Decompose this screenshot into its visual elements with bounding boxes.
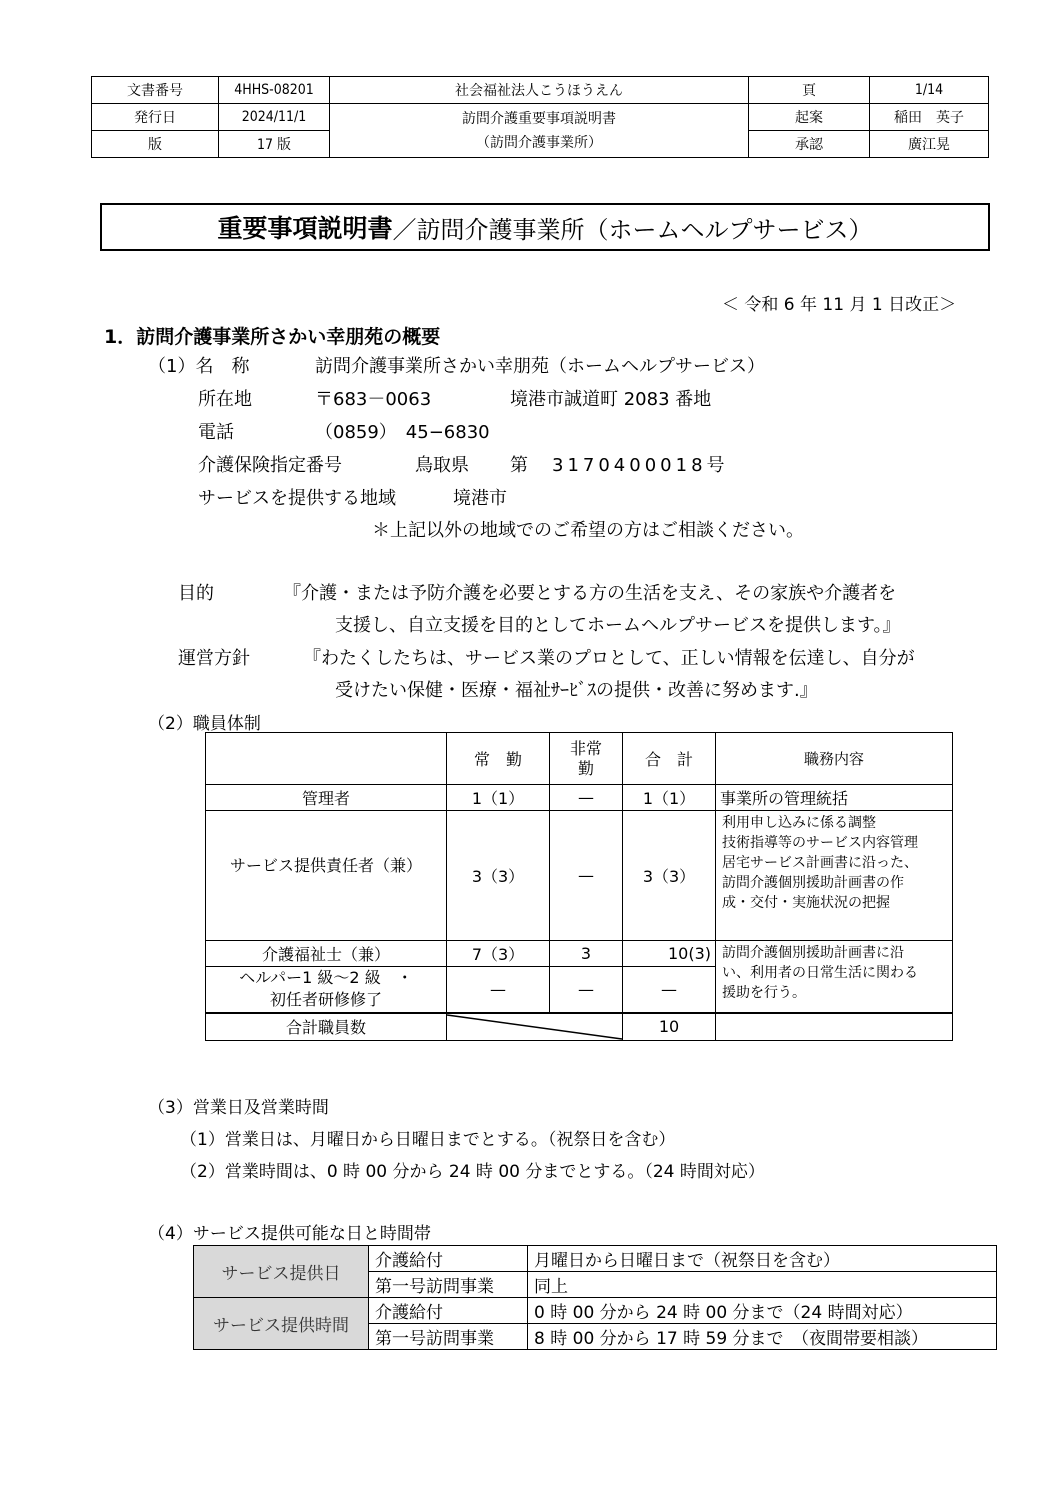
benefit-value: 8 時 00 分から 17 時 59 分まで （夜間帯要相談） xyxy=(528,1324,997,1350)
parttime: — xyxy=(550,967,623,1013)
page-title xyxy=(100,203,990,251)
draft-name: 稲田 英子 xyxy=(870,104,989,131)
fulltime: 3（3） xyxy=(447,811,550,941)
total-label: 合計職員数 xyxy=(206,1013,447,1041)
fulltime: 1（1） xyxy=(447,785,550,811)
availability-heading: （4）サービス提供可能な日と時間帯 xyxy=(148,1224,431,1244)
doc-title-2: （訪問介護事業所） xyxy=(476,134,602,151)
area: 境港市 xyxy=(453,488,507,509)
document-header-table xyxy=(91,76,989,158)
purpose-line-2: 支援し、自立支援を目的としてホームヘルプサービスを提供します。』 xyxy=(335,615,901,636)
benefit-type: 介護給付 xyxy=(369,1246,528,1272)
hours-line-1: （1）営業日は、月曜日から日曜日までとする。（祝祭日を含む） xyxy=(180,1130,676,1150)
total-count: 10 xyxy=(623,1013,716,1041)
col-fulltime: 常 勤 xyxy=(447,733,550,785)
availability-table xyxy=(193,1245,997,1350)
address: 境港市誠道町 2083 番地 xyxy=(510,389,712,410)
benefit-type: 介護給付 xyxy=(369,1298,528,1324)
benefit-type: 第一号訪問事業 xyxy=(369,1324,528,1350)
diagonal-cell xyxy=(447,1013,623,1041)
duty-line: 技術指導等のサービス内容管理 xyxy=(722,835,918,851)
insurance-number: 3170400018号 xyxy=(552,455,729,476)
hours-heading: （3）営業日及営業時間 xyxy=(148,1098,329,1118)
duty-line: い、利用者の日常生活に関わる xyxy=(722,965,918,981)
benefit-value: 月曜日から日曜日まで（祝祭日を含む） xyxy=(528,1246,997,1272)
parttime: — xyxy=(550,785,623,811)
staff-table xyxy=(205,732,953,1041)
fulltime: — xyxy=(447,967,550,1013)
benefit-type: 第一号訪問事業 xyxy=(369,1272,528,1298)
postal-code: 〒683－0063 xyxy=(315,389,432,410)
policy-line-1: 『わたくしたちは、サービス業のプロとして、正しい情報を伝達し、自分が xyxy=(303,648,915,669)
empty-cell xyxy=(716,1013,953,1041)
duty-line: 訪問介護個別援助計画書に沿 xyxy=(722,945,904,961)
doc-no-label: 文書番号 xyxy=(92,77,219,104)
total: 10(3) xyxy=(623,941,716,967)
name-label: （1）名 称 xyxy=(148,356,250,377)
role: 介護福祉士（兼） xyxy=(206,941,447,967)
area-label: サービスを提供する地域 xyxy=(198,488,396,509)
duty-line: 居宅サービス計画書に沿った、 xyxy=(722,855,918,871)
role xyxy=(206,967,447,1013)
insurance-pref: 鳥取県 xyxy=(415,455,469,476)
phone-label: 電話 xyxy=(198,422,234,443)
address-label: 所在地 xyxy=(198,389,252,410)
doc-no: 4HHS-08201 xyxy=(219,77,330,104)
purpose-label: 目的 xyxy=(178,583,214,604)
purpose-line-1: 『介護・または予防介護を必要とする方の生活を支え、その家族や介護者を xyxy=(283,583,897,604)
issue-date: 2024/11/1 xyxy=(219,104,330,131)
table-row xyxy=(194,1298,997,1324)
phone-number: （0859） 45−6830 xyxy=(315,422,490,443)
col-blank xyxy=(206,733,447,785)
parttime: — xyxy=(550,811,623,941)
benefit-value: 0 時 00 分から 24 時 00 分まで（24 時間対応） xyxy=(528,1298,997,1324)
facility-name: 訪問介護事業所さかい幸朋苑（ホームヘルプサービス） xyxy=(315,356,765,377)
table-row xyxy=(206,811,953,941)
parttime: 3 xyxy=(550,941,623,967)
col-total: 合 計 xyxy=(623,733,716,785)
revision-date: ＜ 令和 6 年 11 月 1 日改正＞ xyxy=(722,295,957,315)
duty-line: 利用申し込みに係る調整 xyxy=(722,815,876,831)
doc-title-1: 訪問介護重要事項説明書 xyxy=(462,110,616,127)
table-row xyxy=(206,785,953,811)
table-row xyxy=(194,1246,997,1272)
version: 17 版 xyxy=(219,131,330,158)
hours-line-2: （2）営業時間は、0 時 00 分から 24 時 00 分までとする。（24 時間対応） xyxy=(180,1162,765,1182)
issue-label: 発行日 xyxy=(92,104,219,131)
title-bold: 重要事項説明書 xyxy=(217,214,393,243)
page-number: 1/14 xyxy=(870,77,989,104)
draft-label: 起案 xyxy=(749,104,870,131)
duty xyxy=(716,811,953,941)
doc-title xyxy=(330,104,749,158)
duty-line: 訪問介護個別援助計画書の作 xyxy=(722,875,904,891)
benefit-value: 同上 xyxy=(528,1272,997,1298)
policy-line-2: 受けたい保健・医療・福祉ｻｰﾋﾞｽの提供・改善に努めます.』 xyxy=(335,680,818,701)
service-day-label: サービス提供日 xyxy=(194,1246,369,1298)
duty-line: 援助を行う。 xyxy=(722,985,806,1001)
total: 3（3） xyxy=(623,811,716,941)
col-parttime-label: 非常勤 xyxy=(569,738,602,778)
fulltime: 7（3） xyxy=(447,941,550,967)
duty-line: 成・交付・実施状況の把握 xyxy=(722,895,890,911)
role: サービス提供責任者（兼） xyxy=(206,811,447,941)
org-name: 社会福祉法人こうほうえん xyxy=(330,77,749,104)
duty: 事業所の管理統括 xyxy=(716,785,953,811)
table-row xyxy=(206,941,953,967)
col-duty: 職務内容 xyxy=(716,733,953,785)
section-heading: 1．訪問介護事業所さかい幸朋苑の概要 xyxy=(104,326,441,348)
title-rest: ／訪問介護事業所（ホームヘルプサービス） xyxy=(392,215,873,244)
table-row xyxy=(206,1013,953,1041)
approve-label: 承認 xyxy=(749,131,870,158)
policy-label: 運営方針 xyxy=(178,648,250,669)
version-label: 版 xyxy=(92,131,219,158)
service-time-label: サービス提供時間 xyxy=(194,1298,369,1350)
insurance-label: 介護保険指定番号 xyxy=(198,455,342,476)
approve-name: 廣江晃 xyxy=(870,131,989,158)
diagonal-line xyxy=(447,1014,622,1040)
total: — xyxy=(623,967,716,1013)
staff-heading: （2）職員体制 xyxy=(148,714,261,734)
role-line: ヘルパー1 級～2 級 ・ xyxy=(239,968,413,988)
page-label: 頁 xyxy=(749,77,870,104)
col-parttime xyxy=(550,733,623,785)
role: 管理者 xyxy=(206,785,447,811)
insurance-dai: 第 xyxy=(510,455,528,476)
role-line: 初任者研修修了 xyxy=(269,990,382,1010)
area-note: ＊上記以外の地域でのご希望の方はご相談ください。 xyxy=(372,520,804,541)
duty xyxy=(716,941,953,1013)
total: 1（1） xyxy=(623,785,716,811)
